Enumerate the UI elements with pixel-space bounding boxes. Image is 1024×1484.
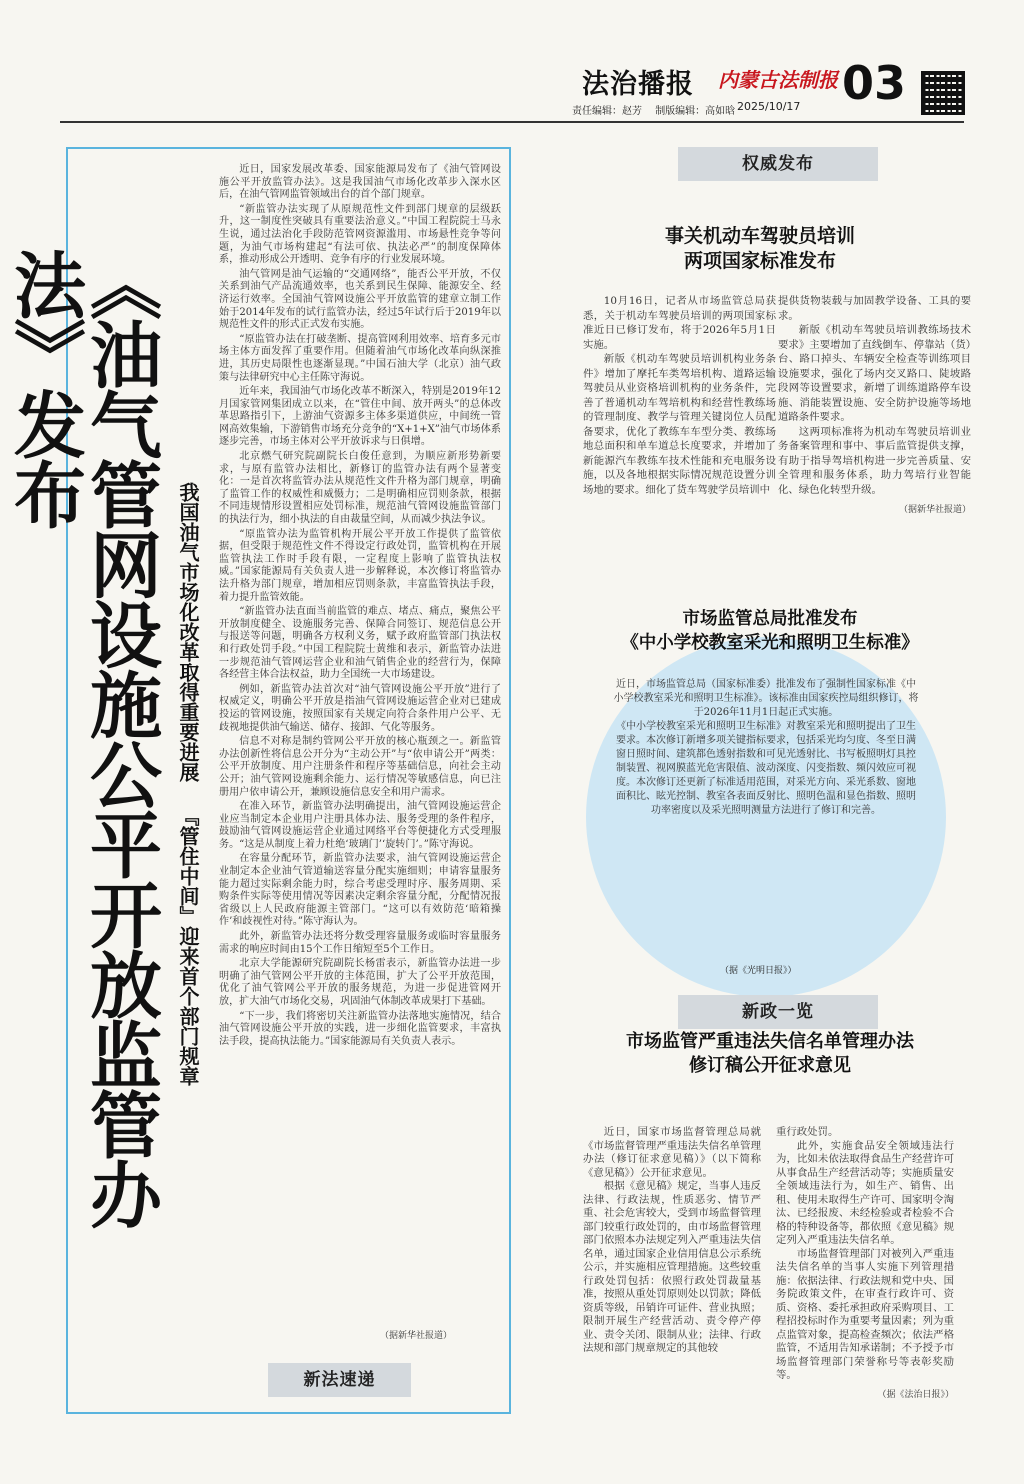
- article1-column-2: [778, 294, 971, 518]
- paragraph: 此外，实施食品安全领域违法行为，比如未依法取得食品生产经营许可从事食品生产经营活动等；实施质量安全领域违法行为，如生产、销售、出租、使用未取得生产许可、国家明令淘汰、已经报废、未经检验或者检验不合格的特种设备等，都依照《意见稿》规定列入严重违法失信名单。: [776, 1139, 954, 1246]
- article2-title: [560, 607, 980, 655]
- newspaper-logo: 内蒙古法制报: [718, 68, 838, 92]
- producer-name: 制版编辑：高如晗: [655, 106, 736, 117]
- paragraph: 此外，新监管办法还将分数受理容量服务或临时容量服务需求的响应时间由15个工作日缩短至5个工作日。: [219, 931, 501, 955]
- paragraph: “原监管办法在打破垄断、提高管网利用效率、培育多元市场主体方面发挥了重要作用。但随着油气市场化改革向纵深推进，其历史局限性也逐渐显现。”中国石油大学（北京）油气政策与法律研究中心主任陈守海说。: [219, 333, 501, 383]
- section-tab-xinfa: 新法速递: [268, 1363, 411, 1397]
- paragraph: 信息不对称是制约管网公平开放的核心瓶颈之一。新监管办法创新性将信息公开分为“主动公开”与“依申请公开”两类：公平开放制度、用户注册条件和程序等基础信息，向社会主动公开；油气管网设施剩余能力、运行情况等敏感信息，向已注册用户依申请公开，兼顾设施信息安全和用户需求。: [219, 736, 501, 798]
- page-number: 03: [842, 56, 907, 110]
- masthead-divider: [60, 121, 964, 123]
- editor-credits: [572, 102, 745, 117]
- editor-name: 责任编辑：赵芳: [572, 106, 642, 117]
- paragraph: 北京燃气研究院副院长白俊任意到，为顺应新形势新要求，与原有监管办法相比，新修订的监管办法有两个显著变化：一是首次将监管办法从规范性文件升格为部门规章，明确了监管工作的权威性和威慑力；二是明确相应罚则条款，根据不同违规情形设置相应处罚标准，规范油气管网设施监管部门的执法行为，细小执法的自由裁量空间，从而减少执法争议。: [219, 451, 501, 526]
- article1-title-line2: 两项国家标准发布: [683, 250, 836, 272]
- article3-source: （据《法治日报》）: [877, 1389, 954, 1400]
- paragraph: 在准入环节，新监管办法明确提出，油气管网设施运营企业应当制定本企业用户注册具体办法、服务受理的条件程序，鼓励油气管网设施运营企业通过网络平台等便捷化方式受理服务。“这是从制度上着力杜绝‘玻璃门’‘旋转门’。”陈守海说。: [219, 801, 501, 850]
- paragraph: 重行政处罚。: [776, 1126, 839, 1138]
- paragraph: 提供货物装载与加固教学设备、工具的要求。: [778, 295, 971, 322]
- paragraph: 10月16日，记者从市场监管总局获悉，关于机动车驾驶员培训的两项国家标准近日已修订发布，将于2026年5月1日实施。: [583, 295, 776, 351]
- article2-source: （据《光明日报》）: [720, 966, 797, 976]
- article1-column-1: [583, 294, 776, 497]
- section-tab-quanwei: 权威发布: [678, 147, 878, 181]
- paragraph: 近日，国家市场监督管理总局就《市场监督管理严重违法失信名单管理办法（修订征求意见稿）》（以下简称《意见稿》）公开征求意见。: [583, 1126, 761, 1179]
- paragraph: “原监管办法为监管机构开展公平开放工作提供了监管依据，但受限于规范性文件不得设定行政处罚，监管机构在开展监管执法工作时手段有限，一定程度上影响了监管执法权威。”国家能源局有关负责人进一步解释说，本次修订将监管办法升格为部门规章，增加相应罚则条款，丰富监管执法手段，着力提升监管效能。: [219, 528, 501, 603]
- section-tab-xinzheng: 新政一览: [678, 995, 878, 1029]
- paragraph: 这两项标准将为机动车驾驶员培训业务备案管理和事中、事后监管提供支撑，有助于指导驾培机构进一步完善质量、安全管理和服务体系，助力驾培行业智能化、绿色化转型升级。: [778, 425, 971, 496]
- article2-body: [612, 678, 920, 818]
- article3-column-1: [583, 1126, 761, 1356]
- feature-body: [219, 164, 501, 1050]
- article1-source: （据新华社报道）: [898, 505, 971, 515]
- paragraph: 近日，国家发展改革委、国家能源局发布了《油气管网设施公平开放监管办法》。这是我国油气市场化改革步入深水区后，在油气管网监管领域出台的首个部门规章。: [219, 164, 501, 201]
- feature-subtitle: 我国油气市场化改革取得重要进展 『管住中间』迎来首个部门规章: [176, 482, 200, 1086]
- paragraph: “新监管办法实现了从原规范性文件到部门规章的层级跃升，这一制度性突破具有重要法治意义。”中国工程院院士马永生说，通过法治化手段防范管网资源滥用、市场悬性竞争等问题，为油气市场构建起“有法可依、执法必严”的制度保障体系，推动形成公开透明、竞争有序的行业发展环境。: [219, 203, 501, 266]
- article3-title-line1: 市场监管严重违法失信名单管理办法: [626, 1031, 914, 1052]
- article3-title: [560, 1030, 980, 1078]
- article1-title: [560, 224, 960, 274]
- feature-title: 《油气管网设施公平开放监管办法》发布: [2, 248, 163, 1228]
- section-title: 法治播报: [582, 69, 694, 100]
- paragraph: 《中小学校教室采光和照明卫生标准》对教室采光和照明提出了卫生要求。本次修订新增多项关键指标要求，包括采光均匀度、冬至日满窗日照时间、建筑都色透射指数和可见光透射比、书写板照明灯具控制装置、视网膜蓝光危害限值、波动深度、闪变指数、频闪效应可视度。本次修订还更新了标准适用范围，对采光方向、采光系数、窗地面积比、眩光控制、教室各表面反射比、照明色温和显色指数、照明功率密度以及采光照明测量方法进行了修订和完善。: [616, 721, 916, 816]
- paragraph: 在容量分配环节，新监管办法要求，油气管网设施运营企业制定本企业油气管道输送容量分配实施细则；申请容量服务能力超过实际剩余能力时，综合考虑受理时序、服务周期、采购条件实际等使用情况等因素决定剩余容量分配，分配情况报省级以上人民政府能源主管部门。“这可以有效防范‘暗箱操作’和歧视性对待。”陈守海认为。: [219, 853, 501, 928]
- paragraph: “新监管办法直面当前监管的难点、堵点、痛点，聚焦公平开放制度健全、设施服务完善、保障合同签订、规范信息公开与报送等问题，明确各方权利义务，赋予政府监管部门执法权和行政处罚手段。”中国工程院院士黄维和表示，新监管办法进一步规范油气管网运营企业和油气销售企业的经营行为，保障各经营主体合法权益，助力全国统一大市场建设。: [219, 606, 501, 681]
- paragraph: 近日，市场监管总局（国家标准委）批准发布了强制性国家标准《中小学校教室采光和照明卫生标准》。该标准由国家疾控局组织修订，将于2026年11月1日起正式实施。: [613, 679, 919, 718]
- issue-date: 2025/10/17: [737, 100, 801, 113]
- article2-title-line1: 市场监管总局批准发布: [682, 609, 858, 629]
- paragraph: 油气管网是油气运输的“交通网络”，能否公平开放，不仅关系到油气产品流通效率，也关系到民生保障、能源安全、经济运行效率。全国油气管网设施公平开放监管的建章立制工作始于2014年发布的试行监管办法，经过5年试行后于2019年以规范性文件的形式正式发布实施。: [219, 268, 501, 331]
- paragraph: 近年来，我国油气市场化改革不断深入，特别是2019年12月国家管网集团成立以来，在“管住中间、放开两头”的总体改革思路指引下，上游油气资源多主体多渠道供应，中间统一管网高效集输，下游销售市场充分竞争的“X+1+X”油气市场体系逐步完善，市场主体对公平开放诉求与日俱增。: [219, 386, 501, 448]
- feature-source: （据新华社报道）: [380, 1331, 453, 1341]
- paragraph: 新版《机动车驾驶员培训机构业务条件》增加了摩托车类驾培机构、道路运输驾驶员从业资格培训机构的业务条件，完善了普通机动车驾培机构和经营性教练场的管理制度、教学与管理关键岗位人员配备要求，优化了教练车车型分类、教练场地总面积和单车道总长度要求，并增加了新能源汽车教练车技术性能和充电服务设施，以及各地根据实际情况规范设置分训场地的要求。细化了货车驾驶学员培训中: [583, 353, 776, 496]
- article3-title-line2: 修订稿公开征求意见: [689, 1055, 851, 1076]
- paragraph: 北京大学能源研究院副院长杨雷表示，新监管办法进一步明确了油气管网公平开放的主体范围，扩大了公平开放范围，优化了油气管网公平开放的服务规范，为进一步促进管网开放，扩大油气市场化交易，巩固油气体制改革成果打下基础。: [219, 958, 501, 1007]
- paragraph: 市场监督管理部门对被列入严重违法失信名单的当事人实施下列管理措施：依据法律、行政法规和党中央、国务院政策文件，在审查行政许可、资质、资格、委托承担政府采购项目、工程招投标时作为重要考量因素；列为重点监管对象，提高检查频次；依法严格监管，不适用告知承诺制；不予授予市场监督管理部门荣誉称号等表彰奖励等。: [776, 1247, 954, 1381]
- paragraph: 例如，新监管办法首次对“油气管网设施公平开放”进行了权威定义，明确公平开放是指油气管网设施运营企业对已建成投运的管网设施，按照国家有关规定向符合条件用户公平、无歧视地提供油气输送、储存、接卸、气化等服务。: [219, 683, 501, 733]
- qr-code-icon: [921, 71, 965, 115]
- article1-title-line1: 事关机动车驾驶员培训: [664, 225, 855, 247]
- paragraph: “下一步，我们将密切关注新监管办法落地实施情况，结合油气管网设施公平开放的实践，进一步细化监管要求，丰富执法手段，提高执法能力。”国家能源局有关负责人表示。: [219, 1010, 501, 1047]
- paragraph: 新版《机动车驾驶员培训教练场技术要求》主要增加了直线倒车、停靠站（货）台、路口掉头、车辆安全检查等训练项目设施要求，强化了场内交叉路口、陡坡路段网等设置要求，新增了训练道路停车设施、消能装置设施、安全防护设施等场地道路条件要求。: [778, 324, 971, 423]
- paragraph: 根据《意见稿》规定，当事人违反法律、行政法规，性质恶劣、情节严重、社会危害较大，受到市场监督管理部门较重行政处罚的，由市场监督管理部门依照本办法规定列入严重违法失信名单，通过国家企业信用信息公示系统公示，并实施相应管理措施。这些较重行政处罚包括：依照行政处罚裁量基准，按照从重处罚原则处以罚款；降低资质等级，吊销许可证件、营业执照；限制开展生产经营活动、责令停产停业、责令关闭、限制从业；法律、行政法规和部门规章规定的其他较: [583, 1180, 761, 1354]
- article2-title-line2: 《中小学校教室采光和照明卫生标准》: [621, 633, 919, 653]
- article3-column-2: [776, 1126, 954, 1402]
